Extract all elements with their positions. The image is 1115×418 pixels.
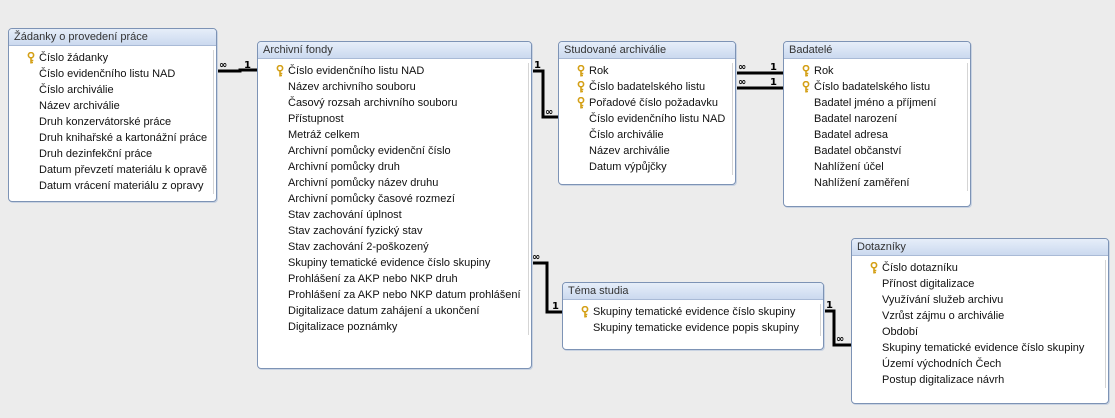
primary-key-field[interactable] <box>11 50 213 66</box>
field-row[interactable] <box>561 111 732 127</box>
primary-key-field[interactable] <box>854 260 1105 276</box>
card-fondy-one-b: 1 <box>534 60 541 71</box>
field-label: Číslo evidenčního listu NAD <box>288 65 425 77</box>
field-label: Druh knihařské a kartonážní práce <box>39 132 208 144</box>
field-row[interactable] <box>786 175 967 191</box>
relation-tema-dotazniky <box>822 311 851 345</box>
field-row[interactable] <box>561 143 732 159</box>
field-row[interactable] <box>260 239 528 255</box>
field-list[interactable] <box>786 63 968 191</box>
field-row[interactable] <box>260 319 528 335</box>
field-label: Archivní pomůcky evidenční číslo <box>288 145 451 157</box>
primary-key-field[interactable] <box>561 95 732 111</box>
field-row[interactable] <box>260 287 528 303</box>
field-label: Číslo evidenčního listu NAD <box>39 68 176 80</box>
table-zadanky[interactable] <box>8 28 217 202</box>
field-list[interactable] <box>565 304 821 336</box>
card-tema-one: 1 <box>552 301 559 312</box>
key-icon <box>802 81 810 93</box>
field-label: Badatel jméno a příjmení <box>814 97 937 109</box>
field-label: Stav zachování 2-poškozený <box>288 241 429 253</box>
field-row[interactable] <box>854 276 1105 292</box>
table-archivni-fondy[interactable] <box>257 41 532 369</box>
field-row[interactable] <box>260 223 528 239</box>
primary-key-field[interactable] <box>786 63 967 79</box>
field-label: Skupiny tematicke evidence popis skupiny <box>593 322 800 334</box>
card-studovane-many-cislo: ∞ <box>738 77 747 88</box>
field-label: Název archiválie <box>589 145 670 157</box>
field-row[interactable] <box>561 127 732 143</box>
field-row[interactable] <box>11 66 213 82</box>
field-label: Období <box>882 326 919 338</box>
field-label: Datum převzetí materiálu k opravě <box>39 164 208 176</box>
field-label: Využívání služeb archivu <box>882 294 1004 306</box>
field-row[interactable] <box>260 159 528 175</box>
card-fondy-many: ∞ <box>532 252 541 263</box>
field-label: Archivní pomůcky druh <box>288 161 400 173</box>
field-label: Název archiválie <box>39 100 120 112</box>
field-label: Rok <box>589 65 609 77</box>
card-tema-one-b: 1 <box>826 300 833 311</box>
table-title[interactable]: Žádanky o provedení práce <box>9 29 216 46</box>
key-icon <box>870 262 878 274</box>
key-icon <box>577 81 585 93</box>
field-row[interactable] <box>786 143 967 159</box>
field-label: Druh konzervátorské práce <box>39 116 172 128</box>
field-label: Vzrůst zájmu o archiválie <box>882 310 1005 322</box>
table-title[interactable]: Badatelé <box>784 42 970 59</box>
field-label: Metráž celkem <box>288 129 360 141</box>
field-label: Datum vrácení materiálu z opravy <box>39 180 204 192</box>
key-icon <box>577 97 585 109</box>
field-row[interactable] <box>260 271 528 287</box>
field-label: Číslo žádanky <box>39 52 109 64</box>
field-row[interactable] <box>11 178 213 194</box>
field-list[interactable] <box>854 260 1106 388</box>
card-dotazniky-many: ∞ <box>836 334 845 345</box>
field-label: Číslo archiválie <box>589 129 664 141</box>
field-label: Číslo badatelského listu <box>814 81 931 93</box>
field-label: Název archivního souboru <box>288 81 416 93</box>
primary-key-field[interactable] <box>786 79 967 95</box>
field-label: Přínost digitalizace <box>882 278 975 290</box>
field-row[interactable] <box>260 303 528 319</box>
field-label: Číslo dotazníku <box>882 262 958 274</box>
field-label: Časový rozsah archivního souboru <box>288 97 458 109</box>
table-tema-studia[interactable] <box>562 282 824 350</box>
key-icon <box>581 306 589 318</box>
key-icon <box>577 65 585 77</box>
field-row[interactable] <box>11 162 213 178</box>
field-label: Číslo archiválie <box>39 84 114 96</box>
field-label: Postup digitalizace návrh <box>882 374 1005 386</box>
field-label: Číslo evidenčního listu NAD <box>589 113 726 125</box>
field-row[interactable] <box>854 324 1105 340</box>
table-title[interactable]: Studované archiválie <box>559 42 735 59</box>
card-badatele-one-cislo: 1 <box>770 77 777 88</box>
key-icon <box>27 52 35 64</box>
card-fondy-one: 1 <box>244 60 251 71</box>
field-label: Rok <box>814 65 834 77</box>
field-row[interactable] <box>11 82 213 98</box>
field-label: Skupiny tematické evidence číslo skupiny <box>593 306 796 318</box>
field-row[interactable] <box>260 207 528 223</box>
field-row[interactable] <box>854 340 1105 356</box>
field-label: Badatel občanství <box>814 145 902 157</box>
card-studovane-many-rok: ∞ <box>738 62 747 73</box>
primary-key-field[interactable] <box>565 304 820 320</box>
field-label: Nahlížení účel <box>814 161 884 173</box>
field-label: Prohlášení za AKP nebo NKP druh <box>288 273 458 285</box>
field-row[interactable] <box>854 292 1105 308</box>
field-label: Badatel narození <box>814 113 898 125</box>
field-label: Nahlížení zaměření <box>814 177 910 189</box>
key-icon <box>802 65 810 77</box>
field-label: Pořadové číslo požadavku <box>589 97 719 109</box>
field-label: Stav zachování fyzický stav <box>288 225 423 237</box>
field-label: Digitalizace poznámky <box>288 321 398 333</box>
field-row[interactable] <box>561 159 732 175</box>
field-row[interactable] <box>260 191 528 207</box>
field-label: Stav zachování úplnost <box>288 209 402 221</box>
field-label: Badatel adresa <box>814 129 888 141</box>
field-list[interactable] <box>11 50 214 194</box>
field-row[interactable] <box>854 308 1105 324</box>
card-studovane-many: ∞ <box>545 107 554 118</box>
table-title[interactable]: Archivní fondy <box>258 42 531 59</box>
table-studovane-archivalie[interactable] <box>558 41 736 185</box>
field-label: Archivní pomůcky časové rozmezí <box>288 193 455 205</box>
primary-key-field[interactable] <box>561 63 732 79</box>
field-row[interactable] <box>786 159 967 175</box>
field-row[interactable] <box>786 95 967 111</box>
field-label: Číslo badatelského listu <box>589 81 706 93</box>
primary-key-field[interactable] <box>260 63 528 79</box>
field-row[interactable] <box>260 79 528 95</box>
field-row[interactable] <box>786 111 967 127</box>
field-label: Prohlášení za AKP nebo NKP datum prohlášení <box>288 289 521 301</box>
field-row[interactable] <box>11 98 213 114</box>
card-zadanky-many: ∞ <box>219 60 228 71</box>
field-row[interactable] <box>11 130 213 146</box>
field-row[interactable] <box>260 175 528 191</box>
field-list[interactable] <box>561 63 733 175</box>
field-label: Území východních Čech <box>882 358 1002 370</box>
field-row[interactable] <box>786 127 967 143</box>
field-row[interactable] <box>260 95 528 111</box>
table-title[interactable]: Téma studia <box>563 283 823 300</box>
field-row[interactable] <box>260 255 528 271</box>
field-row[interactable] <box>565 320 820 336</box>
table-dotazniky[interactable] <box>851 238 1109 404</box>
relation-fondy-studovane <box>530 71 558 117</box>
field-label: Přístupnost <box>288 113 344 125</box>
field-label: Skupiny tematické evidence číslo skupiny <box>882 342 1085 354</box>
field-row[interactable] <box>11 114 213 130</box>
field-label: Archivní pomůcky název druhu <box>288 177 439 189</box>
field-row[interactable] <box>11 146 213 162</box>
field-row[interactable] <box>260 127 528 143</box>
field-label: Druh dezinfekční práce <box>39 148 153 160</box>
table-title[interactable]: Dotazníky <box>852 239 1108 256</box>
relation-zadanky-fondy <box>215 70 257 71</box>
card-badatele-one-rok: 1 <box>770 62 777 73</box>
field-label: Skupiny tematické evidence číslo skupiny <box>288 257 491 269</box>
field-row[interactable] <box>854 372 1105 388</box>
table-badatele[interactable] <box>783 41 971 207</box>
key-icon <box>276 65 284 77</box>
field-row[interactable] <box>854 356 1105 372</box>
relation-fondy-tema <box>530 263 562 312</box>
primary-key-field[interactable] <box>561 79 732 95</box>
field-label: Digitalizace datum zahájení a ukončení <box>288 305 480 317</box>
field-row[interactable] <box>260 111 528 127</box>
field-list[interactable] <box>260 63 529 335</box>
field-row[interactable] <box>260 143 528 159</box>
field-label: Datum výpůjčky <box>589 161 667 173</box>
